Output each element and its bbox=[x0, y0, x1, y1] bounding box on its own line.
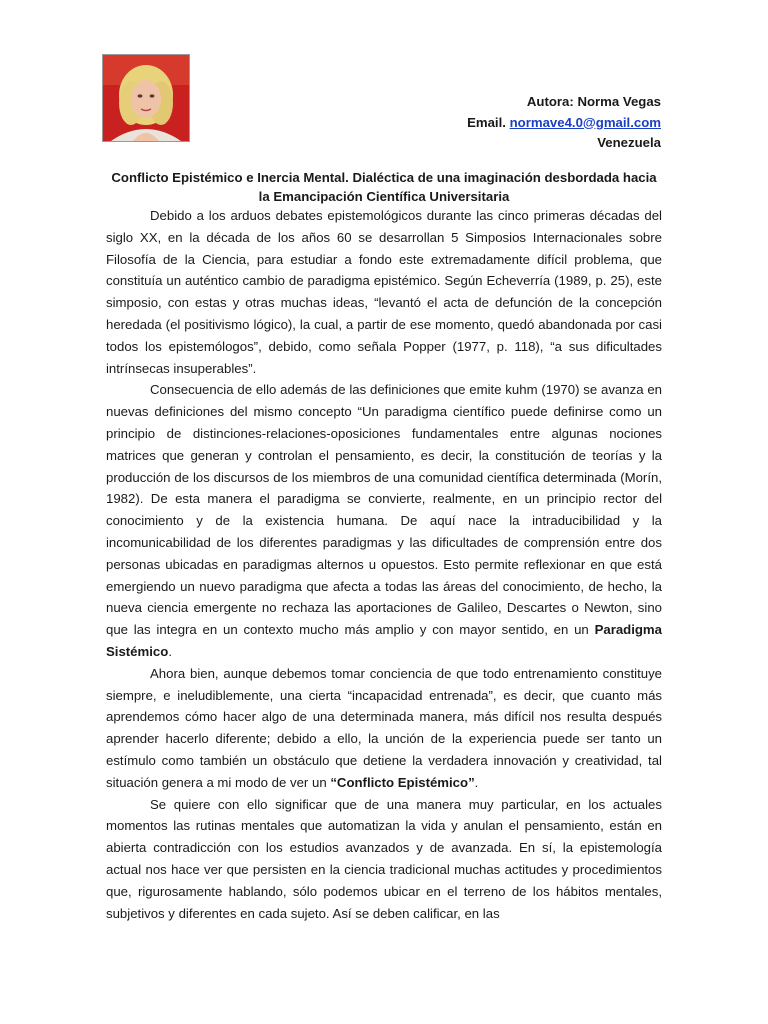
email-link[interactable]: normave4.0@gmail.com bbox=[509, 114, 661, 130]
paragraph-3-text: Ahora bien, aunque debemos tomar conciencia de que todo entrenamiento constituye siempre, e ineludiblemente, una cierta “incapacidad entrenada”, es decir, que cuanto más aprendemos cómo hacer algo de una determinada manera, más difícil nos resulta después aprender hacerlo diferente; debido a ello, la unción de la experiencia puede ser tanto un estímulo como también un obstáculo que detiene la verdadera innovación y creatividad, tal situación genera a mi modo de ver un bbox=[106, 665, 662, 790]
author-name: Autora: Norma Vegas bbox=[526, 94, 661, 109]
paragraph-1: Debido a los arduos debates epistemológicos durante las cinco primeras décadas del siglo XX, en la década de los años 60 se desarrollan 5 Simposios Internacionales sobre Filosofía de la Ciencia, para estudiar a fondo este extremadamente difícil problema, que constituía un auténtico cambio de paradigma epistémico. Según Echeverría (1989, p. 25), este simposio, con estas y otras muchas ideas, “levantó el acta de defunción de la concepción heredada (el positivismo lógico), la cual, a partir de ese momento, quedó abandonada por casi todos los epistemólogos”, debido, como señala Popper (1977, p. 118), “a sus dificultades intrínsecas insuperables”. bbox=[106, 208, 662, 376]
author-portrait-image bbox=[103, 55, 189, 141]
paragraph-2 bbox=[106, 379, 662, 662]
author-photo bbox=[102, 54, 190, 142]
paragraph-3 bbox=[106, 663, 662, 794]
document-title: Conflicto Epistémico e Inercia Mental. Dialéctica de una imaginación desbordada hacia la Emancipación Científica Universitaria bbox=[111, 170, 657, 204]
paragraph-2-text: Consecuencia de ello además de las definiciones que emite kuhm (1970) se avanza en nuevas definiciones del mismo concepto “Un paradigma científico puede definirse como un principio de distinciones-relaciones-oposiciones fundamentales entre algunas nociones matrices que generan y controlan el pensamiento, es decir, la constitución de teorías y la producción de los discursos de los miembros de una comunidad científica determinada (Morín, 1982). De esta manera el paradigma se convierte, realmente, en un principio rector del conocimiento y de la existencia humana. De aquí nace la intraducibilidad y la incomunicabilidad de los diferentes paradigmas y las dificultades de comprensión entre dos personas ubicadas en paradigmas alternos u opuestos. Esto permite reflexionar en que está emergiendo un nuevo paradigma que afecta a todas las áreas del conocimiento, de hecho, la nueva ciencia emergente no rechaza las aportaciones de Galileo, Descartes o Newton, sino que las integra en un contexto mucho más amplio y con mayor sentido, en un bbox=[106, 382, 662, 638]
author-country: Venezuela bbox=[597, 135, 661, 150]
paragraph-3-end: . bbox=[474, 774, 479, 790]
paragraph-4: Se quiere con ello significar que de una manera muy particular, en los actuales momentos las rutinas mentales que automatizan la vida y anulan el pensamiento, están en abierta contradicción con los estudios avanzados y de avanzada. En sí, la epistemología actual nos hace ver que persisten en la ciencia tradicional muchas actitudes y procedimientos que, rigurosamente hablando, sólo podemos ubicar en el terreno de los hábitos mentales, subjetivos y diferentes en cada sujeto. Así se deben calificar, en las bbox=[106, 796, 662, 921]
email-label: Email. bbox=[467, 114, 506, 130]
document-body bbox=[106, 205, 662, 924]
paragraph-2-emphasis: Paradigma Sistémico bbox=[106, 622, 662, 659]
paragraph-3-emphasis: “Conflicto Epistémico” bbox=[330, 774, 475, 790]
author-info bbox=[467, 92, 661, 154]
author-email-line bbox=[467, 113, 661, 134]
paragraph-2-end: . bbox=[168, 643, 172, 659]
